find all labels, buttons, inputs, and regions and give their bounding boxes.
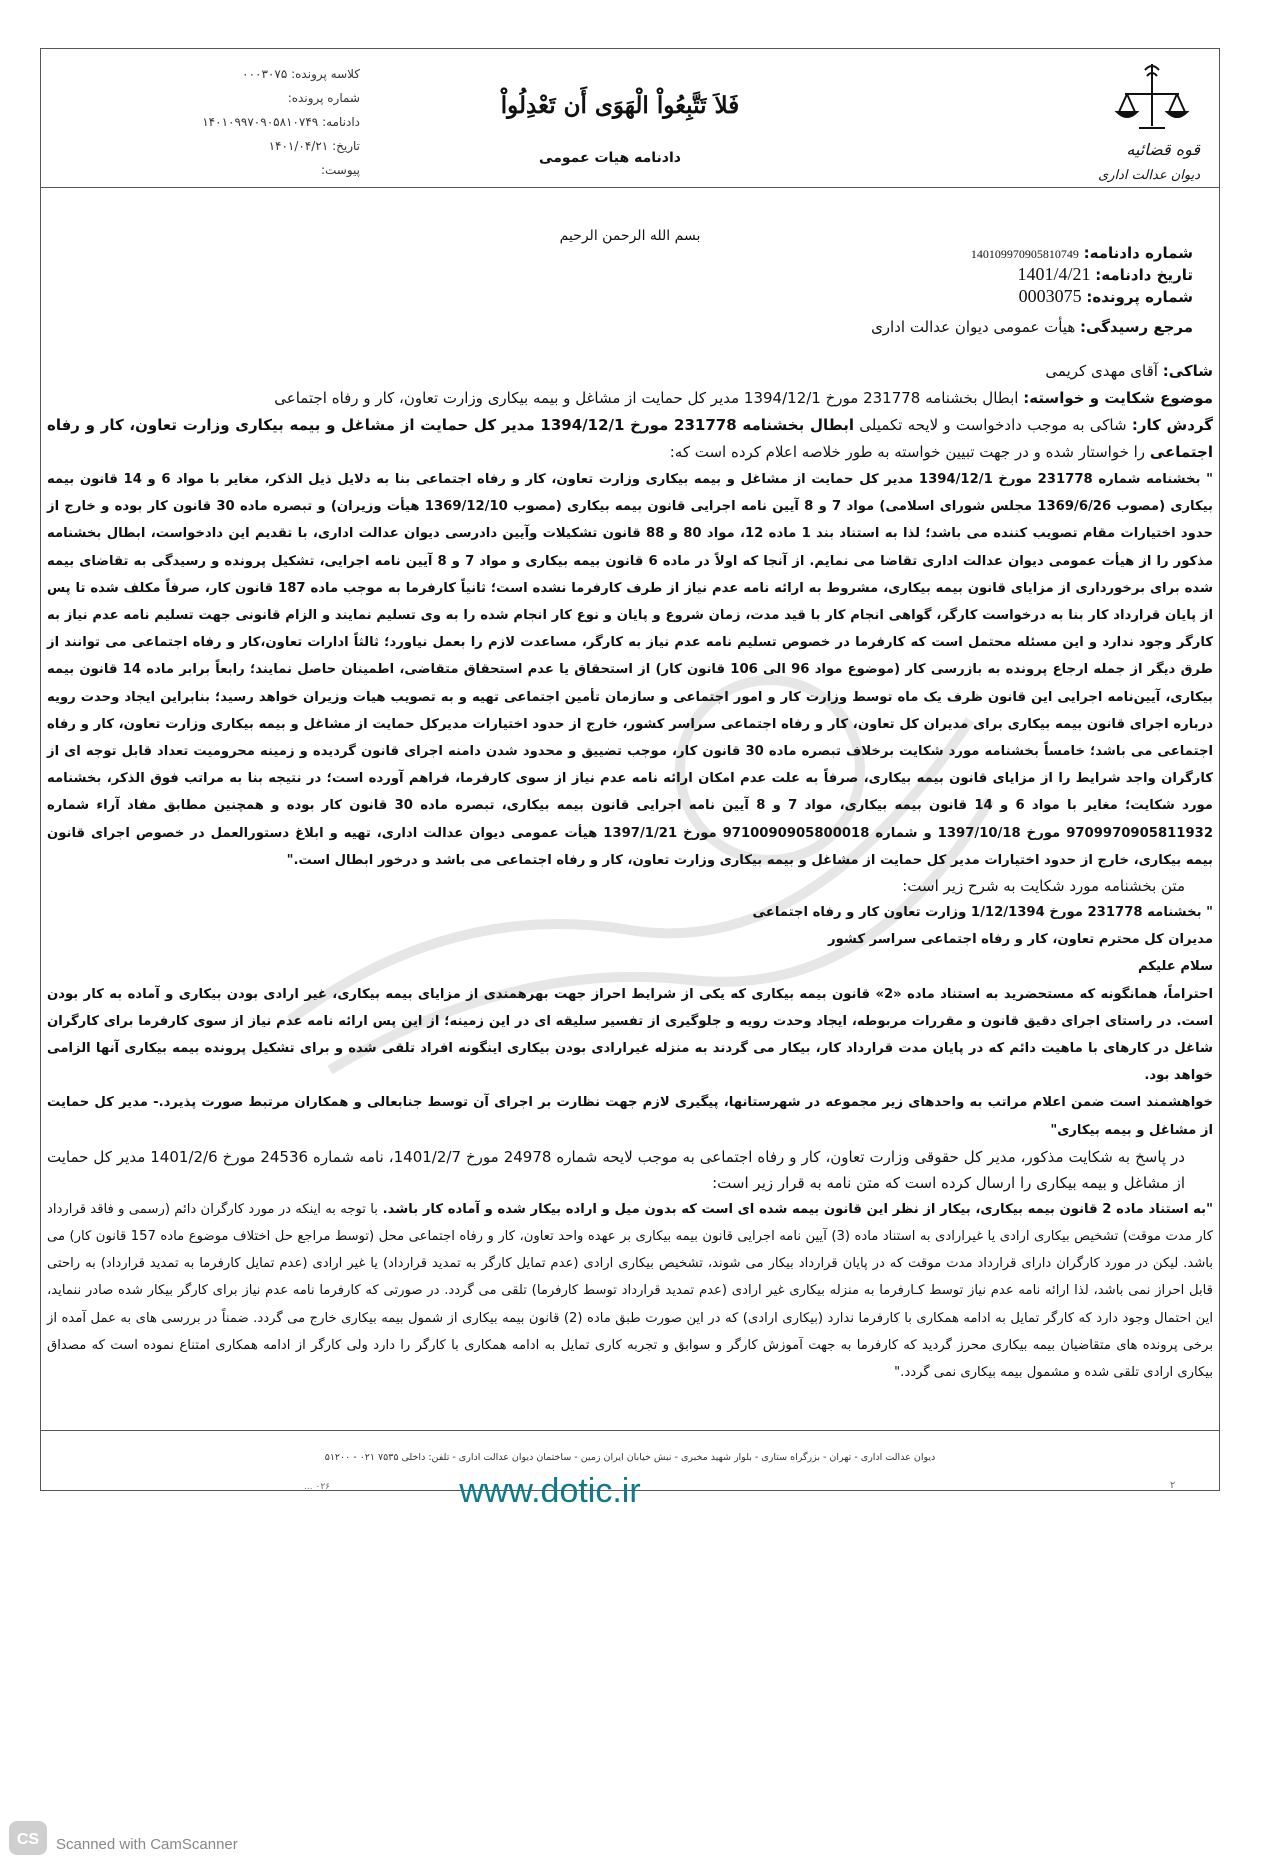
footer-fragment: ۰۲۶ ...: [304, 1482, 330, 1492]
response-quote-rest: با توجه به اینکه در مورد کارگران دائم (رسمی و فاقد قرارداد کار مدت موقت) تشخیص بیکاری ارادی یا غیرارادی به استناد ماده (3) آیین نامه اجرایی قانون بیمه بیکاری بر عهده واحد تعاون، کار و رفاه اجتماعی محل (توسط مراجع حل اختلاف موضوع ماده 157 قانون کار) می باشد. لیکن در مورد کارگران دارای قرارداد مدت موقت که در پایان قرارداد بیکار می شوند، تشخیص بیکاری ارادی (عدم تمایل کارگر به تمدید قرارداد) یا غیر ارادی (عدم تمایل کارفرما به تمدید قرارداد) به راحتی قابل احراز نمی باشد، لذا ارائه نامه عدم نیاز توسط کـارفرما به منزله بیکاری غیر ارادی (عدم تمدید قرارداد توسط کارفرما) تلقی می گردد. در صورتی که کارفرما نامه عدم نیاز برای کارگر بیکار شده صادر ننماید، این احتمال وجود دارد که کارگر تمایل به ادامه همکاری با کارفرما ندارد (بیکاری ارادی) که در این صورت طبق ماده (2) قانون بیمه بیکاری از شمول بیمه بیکاری خارج می گردد. ضمناً در بررسی های به عمل آمده از برخی پرونده های متقاضیان بیمه بیکاری محرز گردید که کارفرما به جهت آموزش کارگر و سوابق و تجربه کاری تمایل به ادامه همکاری با کارگر را دارد ولی کارگر از ادامه همکاری امتناع نموده است که مصداق بیکاری ارادی تلقی شده و مشمول بیمه بیکاری نمی گردد.": [47, 1201, 1213, 1381]
subject-text: ابطال بخشنامه 231778 مورخ 1394/12/1 مدیر کل حمایت از مشاغل و بیمه بیکاری وزارت تعاون، کار و رفاه اجتماعی: [274, 389, 1019, 407]
camscanner-logo-icon: [8, 1820, 48, 1856]
case-meta: [200, 62, 360, 182]
response-quote: [47, 1196, 1213, 1386]
basmala: بسم الله الرحمن الرحیم: [559, 228, 701, 244]
complainant-line: شاکی: آقای مهدی کریمی: [1045, 362, 1213, 380]
circular-intro: متن بخشنامه مورد شکایت به شرح زیر است:: [902, 877, 1185, 896]
verdict-number: 140109970905810749: [970, 247, 1079, 261]
circular-body: احتراماً، همانگونه که مستحضرید به استناد ماده «2» قانون بیمه بیکاری که یکی از شرایط احراز جهت بهرهمندی از مزایای بیمه بیکاری، غیر ارادی بودن بیکاری و آماده به کار بودن است. در راستای اجرای دقیق قانون و مقررات مربوطه، ایجاد وحدت رویه و جلوگیری از تفسیر سلیقه ای در این زمینه؛ از این پس ارائه نامه عدم نیاز از سوی کارفرما برای کارگران شاغل در کارهای با ماهیت دائم که در پایان مدت قرارداد کار، بیکار می گردند به منزله غیرارادی بودن بیکاری اینگونه افراد تلقی شده و برای تشکیل پرونده بیمه بیکاری آنها الزامی خواهد بود.: [47, 986, 1213, 1084]
authority: هیأت عمومی دیوان عدالت اداری: [871, 318, 1076, 336]
meta-row-verdict: دادنامه: ۱۴۰۱۰۹۹۷۰۹۰۵۸۱۰۷۴۹: [202, 115, 360, 129]
file-number: 0003075: [1018, 286, 1082, 306]
response-quote-bold: "به استناد ماده 2 قانون بیمه بیکاری، بیکار از نظر این قانون بیمه شده ای است که بدون میل و اراده بیکار شده و آماده کار باشد.: [382, 1201, 1213, 1217]
footer-page-fragment: ۲: [1170, 1480, 1176, 1491]
scanner-watermark-text: Scanned with CamScanner: [56, 1836, 238, 1853]
camscanner-logo-text: CS: [16, 1831, 40, 1848]
quran-verse: فَلاَ تَتَّبِعُواْ الْهَوَى أَن تَعْدِلُواْ: [500, 92, 740, 119]
circular-title: " بخشنامه 231778 مورخ 1/12/1394 وزارت تعاون کار و رفاه اجتماعی: [752, 905, 1213, 921]
process-paragraph: گردش کار: شاکی به موجب دادخواست و لایحه تکمیلی ابطال بخشنامه 231778 مورخ 1394/12/1 مدیر کل حمایت از مشاغل و بیمه بیکاری وزارت تعاون، کار و رفاه اجتماعی را خواستار شده و در جهت تبیین خواسته به طور خلاصه اعلام کرده است که:: [47, 416, 1213, 461]
verdict-number-label: شماره دادنامه:: [1083, 244, 1193, 262]
verdict-date-line: [1017, 264, 1193, 285]
meta-row-class: کلاسه پرونده: ۰۰۰۳۰۷۵: [242, 67, 360, 81]
verdict-date: 1401/4/21: [1017, 264, 1091, 284]
verdict-date-label: تاریخ دادنامه:: [1095, 266, 1193, 284]
meta-row-file: شماره پرونده:: [287, 91, 360, 105]
response-intro: در پاسخ به شکایت مذکور، مدیر کل حقوقی وزارت تعاون، کار و رفاه اجتماعی به موجب لایحه شماره 24978 مورخ 1401/2/7، نامه شماره 24536 مورخ 1401/2/6 مدیر کل حمایت از مشاغل و بیمه بیکاری را ارسال کرده است که متن نامه به قرار زیر است:: [47, 1147, 1185, 1192]
meta-row-date: تاریخ: ۱۴۰۱/۰۴/۲۱: [268, 139, 360, 153]
verdict-number-line: [971, 244, 1193, 262]
organization-subname: دیوان عدالت اداری: [1098, 168, 1200, 183]
circular-recipient: مدیران کل محترم تعاون، کار و رفاه اجتماعی سراسر کشور: [828, 932, 1213, 948]
complainant-name: آقای مهدی کریمی: [1045, 362, 1158, 380]
footer-divider: [40, 1430, 1220, 1431]
circular-greeting: سلام علیکم: [1137, 959, 1213, 975]
footer-address: دیوان عدالت اداری - تهران - بزرگراه ستاری - بلوار شهید مخبری - نبش خیابان ایران زمین - ساختمان دیوان عدالت اداری - تلفن: داخلی ۷۵۳۵ ۰۲۱ - ۵۱۲۰۰: [324, 1452, 936, 1463]
website-link[interactable]: www.dotic.ir: [459, 1472, 641, 1510]
authority-label: مرجع رسیدگی:: [1080, 318, 1193, 336]
process-bold-text: ابطال بخشنامه 231778 مورخ 1394/12/1 مدیر کل حمایت از مشاغل و بیمه بیکاری وزارت تعاون، کار و رفاه اجتماعی: [47, 416, 1213, 461]
header-divider: [40, 187, 1220, 188]
document-body: [47, 358, 1213, 1386]
subject-line: موضوع شکایت و خواسته: ابطال بخشنامه 231778 مورخ 1394/12/1 مدیر کل حمایت از مشاغل و بیمه بیکاری وزارت تعاون، کار و رفاه اجتماعی: [274, 389, 1213, 407]
meta-row-attachment: پیوست:: [320, 163, 360, 177]
document-subtitle: دادنامه هیات عمومی: [539, 150, 681, 166]
organization-name: قوه قضائیه: [1126, 140, 1200, 159]
complaint-text: " بخشنامه شماره 231778 مورخ 1394/12/1 مدیر کل حمایت از مشاغل و بیمه بیکاری وزارت تعاون، کار و رفاه اجتماعی بنا به دلایل ذیل الذکر، مغایر با مواد 6 و 14 قانون بیمه بیکاری (مصوب 1369/6/26 مجلس شورای اسلامی) مواد 7 و 8 آیین نامه اجرایی قانون بیمه بیکاری (مصوب 1369/12/10 هیأت وزیران) و تبصره ماده 30 قانون کار بوده و خارج از حدود اختیارات مقام تصویب کننده می باشد؛ لذا به استناد بند 1 ماده 12، مواد 80 و 88 قانون تشکیلات وآیین دادرسی دیوان عدالت اداری، با تقدیم این دادخواست، ابطال بخشنامه مذکور را از هیأت عمومی دیوان عدالت اداری تقاضا می نمایم. از آنجا که اولاً در ماده 6 قانون بیمه بیکاری و مواد 7 و 8 آیین نامه اجرایی، تشکیل پرونده و رسیدگی به تقاضای بیمه شده برای برخورداری از مزایای قانون بیمه بیکاری، مشروط به ارائه نامه عدم نیاز از طرف کارفرما نشده است؛ ثانیاً کارفرما به موجب ماده 187 قانون کار، صرفاً مکلف شده تا پس از پایان قرارداد کار بنا به درخواست کارگر، گواهی انجام کار با قید مدت، زمان شروع و پایان و نوع کار انجام شده را به وی تسلیم نمایند و الزام قانونی جهت تسلیم نامه عدم نیاز به کارگر وجود ندارد و این مسئله محتمل است که کارفرما در خصوص تسلیم نامه عدم نیاز به کارگر، مساعدت لازم را بعمل نیاورد؛ ثالثاً ادارات تعاون،کار و رفاه اجتماعی می توانند از طرق دیگر از جمله ارجاع پرونده به بازرسی کار (موضوع مواد 96 الی 106 قانون کار) از استحقاق یا عدم استحقاق متقاضی، اطمینان حاصل نمایند؛ رابعاً برابر ماده 14 قانون بیمه بیکاری، آیین‌نامه اجرایی این قانون ظرف یک ماه توسط وزارت کار و امور اجتماعی و سازمان تأمین اجتماعی تهیه و به تصویب هیات وزیران خواهد رسید؛ بنابراین ایجاد وحدت رویه درباره اجرای قانون بیمه بیکاری برای مدیران کل تعاون، کار و رفاه اجتماعی سراسر کشور، خارج از حدود اختیارات مدیرکل حمایت از مشاغل و بیمه بیکاری وزارت تعاون، کار و رفاه اجتماعی می باشد؛ خامساً بخشنامه مورد شکایت برخلاف تبصره ماده 30 قانون کار، موجب تضییق و محدود شدن دامنه اجرای قانون گردیده و زمینه محرومیت تعداد قابل توجه ای از کارگران واجد شرایط را از مزایای قانون بیمه بیکاری، صرفاً به علت عدم امکان ارائه نامه عدم نیاز از سوی کارفرما، فراهم آورده است؛ در نتیجه بنا به مراتب فوق الذکر، بخشنامه مورد شکایت؛ مغایر با مواد 6 و 14 قانون بیمه بیکاری، مواد 7 و 8 آیین نامه اجرایی قانون بیمه بیکاری، تبصره ماده 30 قانون کار بوده و همچنین مطابق مفاد آراء شماره 9709970905811932 مورخ 1397/10/18 و شماره 9710090905800018 مورخ 1397/1/21 هیأت عمومی دیوان عدالت اداری، تهیه و ابلاغ دستورالعمل در خصوص اجرای قانون بیمه بیکاری، خارج از حدود اختیارات مدیر کل حمایت از مشاغل و بیمه بیکاری وزارت تعاون، کار و رفاه اجتماعی می باشد و درخور ابطال است.": [47, 472, 1214, 868]
file-number-label: شماره پرونده:: [1086, 288, 1193, 306]
file-number-line: [1019, 286, 1193, 307]
authority-line: [871, 318, 1193, 336]
circular-request: خواهشمند است ضمن اعلام مراتب به واحدهای زیر مجموعه در شهرستانها، پیگیری لازم جهت نظارت بر اجرای آن توسط جنابعالی و همکاران مرتبط صورت پذیرد.- مدیر کل حمایت از مشاغل و بیمه بیکاری": [47, 1095, 1213, 1138]
